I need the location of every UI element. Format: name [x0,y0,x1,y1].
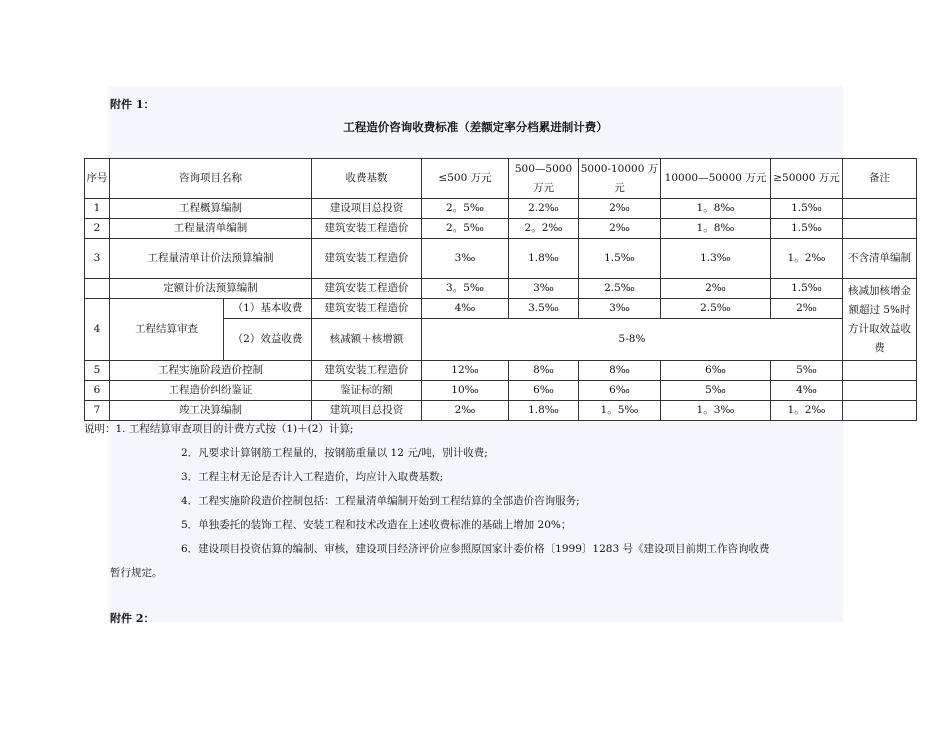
row-item: 定额计价法预算编制 [110,279,312,299]
row-item: 工程实施阶段造价控制 [110,361,312,381]
row-base: 建筑安装工程造价 [312,279,422,299]
note-6: 6．建设项目投资估算的编制、审核，建设项目经济评价应参照原国家计委价格〔1999〕1283 号《建设项目前期工作咨询收费 [181,543,770,555]
row-rate: 2。2‰ [509,219,579,239]
header-item: 咨询项目名称 [110,159,312,199]
row-remark-settlement: 核减加核增金额超过 5%时方计取效益收费 [843,279,917,361]
attachment-1-label: 附件 1： [110,98,155,111]
row-seq: 3 [85,239,110,279]
row-seq [85,279,110,299]
table-row [85,361,917,381]
row-remark [843,361,917,381]
row-seq: 5 [85,361,110,381]
table-row [85,199,917,219]
table-row [85,239,917,279]
row-subitem: （1）基本收费 [224,299,312,319]
row-seq: 1 [85,199,110,219]
row-rate: 1.5‰ [771,199,843,219]
table-row [85,219,917,239]
row-rate: 1。2‰ [771,401,843,421]
row-rate: 1。8‰ [661,199,771,219]
header-c4: 10000—50000 万元 [661,159,771,199]
table-row [85,381,917,401]
note-3: 3．工程主材无论是否计入工程造价，均应计入取费基数; [181,471,444,483]
header-remark: 备注 [843,159,917,199]
row-item: 工程概算编制 [110,199,312,219]
note-1: 说明：1. 工程结算审查项目的计费方式按（1)＋(2）计算; [84,423,354,435]
row-subitem: （2）效益收费 [224,319,312,361]
row-base: 建筑安装工程造价 [312,239,422,279]
row-rate: 5‰ [661,381,771,401]
row-seq: 6 [85,381,110,401]
row-seq: 2 [85,219,110,239]
row-base: 建筑安装工程造价 [312,299,422,319]
header-c1: ≤500 万元 [422,159,509,199]
attachment-2-label: 附件 2： [110,612,155,625]
row-rate: 1.8‰ [509,401,579,421]
row-rate: 3。5‰ [422,279,509,299]
row-rate: 3‰ [509,279,579,299]
row-rate: 2‰ [661,279,771,299]
row-rate: 2。5‰ [422,199,509,219]
row-rate: 2‰ [579,199,661,219]
row-seq: 4 [85,299,110,361]
note-4: 4．工程实施阶段造价控制包括：工程量清单编制开始到工程结算的全部造价咨询服务; [181,495,580,507]
row-base: 建筑安装工程造价 [312,361,422,381]
row-rate: 1。2‰ [771,239,843,279]
row-rate: 2‰ [422,401,509,421]
row-rate: 5‰ [771,361,843,381]
header-c5: ≥50000 万元 [771,159,843,199]
row-rate: 1.5‰ [771,279,843,299]
row-base: 建筑安装工程造价 [312,219,422,239]
row-rate: 2‰ [579,219,661,239]
row-rate: 3.5‰ [509,299,579,319]
table-row [85,279,917,299]
row-remark: 不含清单编制 [843,239,917,279]
row-rate: 1.3‰ [661,239,771,279]
row-rate: 4‰ [771,381,843,401]
row-rate: 2‰ [771,299,843,319]
row-rate: 3‰ [579,299,661,319]
note-6-continued: 暂行规定。 [110,567,163,579]
row-rate: 8‰ [579,361,661,381]
table-row [85,401,917,421]
row-item: 工程量清单编制 [110,219,312,239]
row-base: 建设项目总投资 [312,199,422,219]
row-rate: 2.5‰ [579,279,661,299]
header-base: 收费基数 [312,159,422,199]
row-item: 竣工决算编制 [110,401,312,421]
document-title: 工程造价咨询收费标准（差额定率分档累进制计费） [343,120,608,134]
row-remark [843,219,917,239]
row-item: 工程量清单计价法预算编制 [110,239,312,279]
header-c3: 5000-10000 万元 [579,159,661,199]
row-rate: 1。3‰ [661,401,771,421]
row-rate: 2.5‰ [661,299,771,319]
row-rate-merged: 5-8% [422,319,843,361]
row-rate: 6‰ [509,381,579,401]
note-2: 2．凡要求计算钢筋工程量的，按钢筋重量以 12 元/吨，别计收费; [181,447,488,459]
row-rate: 2。5‰ [422,219,509,239]
row-rate: 6‰ [579,381,661,401]
row-rate: 1.8‰ [509,239,579,279]
row-rate: 1.5‰ [771,219,843,239]
row-rate: 1。8‰ [661,219,771,239]
row-base: 鉴证标的额 [312,381,422,401]
row-seq: 7 [85,401,110,421]
row-remark [843,199,917,219]
row-item: 工程造价纠纷鉴证 [110,381,312,401]
row-rate: 6‰ [661,361,771,381]
fee-table [84,158,917,421]
header-c2: 500—5000 万元 [509,159,579,199]
header-seq: 序号 [85,159,110,199]
row-rate: 4‰ [422,299,509,319]
row-base: 建筑项目总投资 [312,401,422,421]
row-rate: 10‰ [422,381,509,401]
note-5: 5．单独委托的装饰工程、安装工程和技术改造在上述收费标准的基础上增加 20%； [181,519,572,531]
row-rate: 1.5‰ [579,239,661,279]
row-remark [843,401,917,421]
row-rate: 8‰ [509,361,579,381]
row-rate: 1。5‰ [579,401,661,421]
row-remark [843,381,917,401]
table-row [85,299,917,319]
row-rate: 2.2‰ [509,199,579,219]
row-rate: 12‰ [422,361,509,381]
row-rate: 3‰ [422,239,509,279]
header-row [85,159,917,199]
row-item: 工程结算审查 [110,299,224,361]
row-base: 核减额＋核增额 [312,319,422,361]
